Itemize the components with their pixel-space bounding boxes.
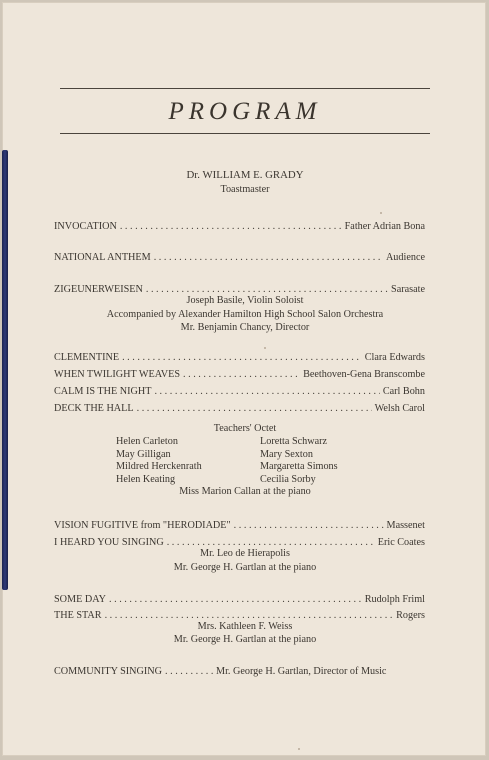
paper-speck bbox=[380, 212, 382, 214]
item-title: SOME DAY bbox=[54, 594, 106, 605]
program-item-deck-the-hall bbox=[54, 403, 425, 417]
toastmaster-name: Dr. WILLIAM E. GRADY bbox=[186, 169, 304, 181]
leader-dots bbox=[105, 610, 394, 621]
octet-left-column bbox=[116, 436, 202, 486]
item-performer: Beethoven-Gena Branscombe bbox=[303, 369, 425, 380]
octet-member: Helen Keating bbox=[116, 473, 176, 485]
item-title: WHEN TWILIGHT WEAVES bbox=[54, 369, 181, 380]
octet-heading: Teachers' Octet bbox=[213, 423, 277, 434]
octet-right-column bbox=[260, 436, 338, 486]
octet-member: Helen Carleton bbox=[116, 436, 178, 447]
program-item-clementine bbox=[54, 352, 425, 366]
leader-dots bbox=[109, 594, 362, 605]
program-item-invocation bbox=[54, 221, 425, 235]
item-title: VISION FUGITIVE from "HERODIADE" bbox=[54, 520, 231, 531]
item-performer: Father Adrian Bona bbox=[344, 221, 425, 232]
program-item-when-twilight-weaves bbox=[54, 369, 425, 383]
program-item-national-anthem bbox=[54, 252, 425, 266]
octet-member: Cecilia Sorby bbox=[260, 473, 316, 485]
item-title: CLEMENTINE bbox=[54, 352, 120, 363]
top-rule bbox=[60, 88, 430, 89]
item-title: NATIONAL ANTHEM bbox=[54, 252, 151, 263]
toastmaster-role: Toastmaster bbox=[220, 184, 270, 195]
pianist-note: Mr. George H. Gartlan at the piano bbox=[173, 562, 317, 573]
program-page bbox=[2, 2, 486, 756]
octet-member: Margaretta Simons bbox=[260, 461, 338, 472]
orchestra-note: Accompanied by Alexander Hamilton High School Salon Orchestra bbox=[106, 309, 384, 320]
item-performer: Welsh Carol bbox=[374, 403, 425, 414]
octet-member: May Gilligan bbox=[116, 448, 171, 460]
leader-dots bbox=[154, 252, 383, 263]
octet-accompanist: Miss Marion Callan at the piano bbox=[179, 486, 311, 497]
item-performer: Mr. George H. Gartlan, Director of Music bbox=[216, 666, 387, 677]
program-item-community-singing bbox=[54, 666, 425, 680]
program-item-calm-is-the-night bbox=[54, 386, 425, 400]
soloist-note: Joseph Basile, Violin Soloist bbox=[186, 295, 304, 306]
item-title: DECK THE HALL bbox=[54, 403, 134, 414]
item-title: ZIGEUNERWEISEN bbox=[54, 284, 143, 295]
binding-ribbon bbox=[2, 150, 8, 590]
octet-member: Mildred Herckenrath bbox=[116, 461, 202, 472]
leader-dots bbox=[183, 369, 300, 380]
item-performer: Clara Edwards bbox=[364, 352, 425, 363]
leader-dots bbox=[165, 666, 213, 677]
item-title: I HEARD YOU SINGING bbox=[54, 537, 164, 548]
leader-dots bbox=[234, 520, 384, 531]
leader-dots bbox=[167, 537, 375, 548]
vocalist-note: Mr. Leo de Hierapolis bbox=[200, 548, 290, 559]
item-performer: Rudolph Friml bbox=[364, 594, 425, 605]
item-performer: Eric Coates bbox=[377, 537, 425, 548]
program-item-some-day bbox=[54, 594, 425, 608]
item-performer: Carl Bohn bbox=[382, 386, 425, 397]
leader-dots bbox=[137, 403, 372, 414]
leader-dots bbox=[120, 221, 342, 232]
program-item-vision-fugitive bbox=[54, 520, 425, 534]
vocalist-note: Mrs. Kathleen F. Weiss bbox=[197, 621, 293, 632]
bottom-rule bbox=[60, 133, 430, 134]
leader-dots bbox=[154, 386, 379, 397]
item-title: THE STAR bbox=[54, 610, 102, 621]
director-note: Mr. Benjamin Chancy, Director bbox=[180, 322, 310, 333]
item-title: INVOCATION bbox=[54, 221, 117, 232]
leader-dots bbox=[122, 352, 362, 363]
item-performer: Sarasate bbox=[391, 284, 425, 295]
item-performer: Massenet bbox=[386, 520, 425, 531]
paper-speck bbox=[298, 748, 300, 750]
leader-dots bbox=[146, 284, 388, 295]
program-title: PROGRAM bbox=[168, 98, 322, 125]
pianist-note: Mr. George H. Gartlan at the piano bbox=[173, 634, 317, 645]
octet-member: Loretta Schwarz bbox=[260, 436, 328, 447]
item-title: CALM IS THE NIGHT bbox=[54, 386, 152, 397]
paper-speck bbox=[264, 347, 266, 349]
octet-member: Mary Sexton bbox=[260, 448, 313, 460]
item-performer: Rogers bbox=[396, 610, 425, 621]
item-title: COMMUNITY SINGING bbox=[54, 666, 163, 677]
item-performer: Audience bbox=[385, 252, 425, 263]
